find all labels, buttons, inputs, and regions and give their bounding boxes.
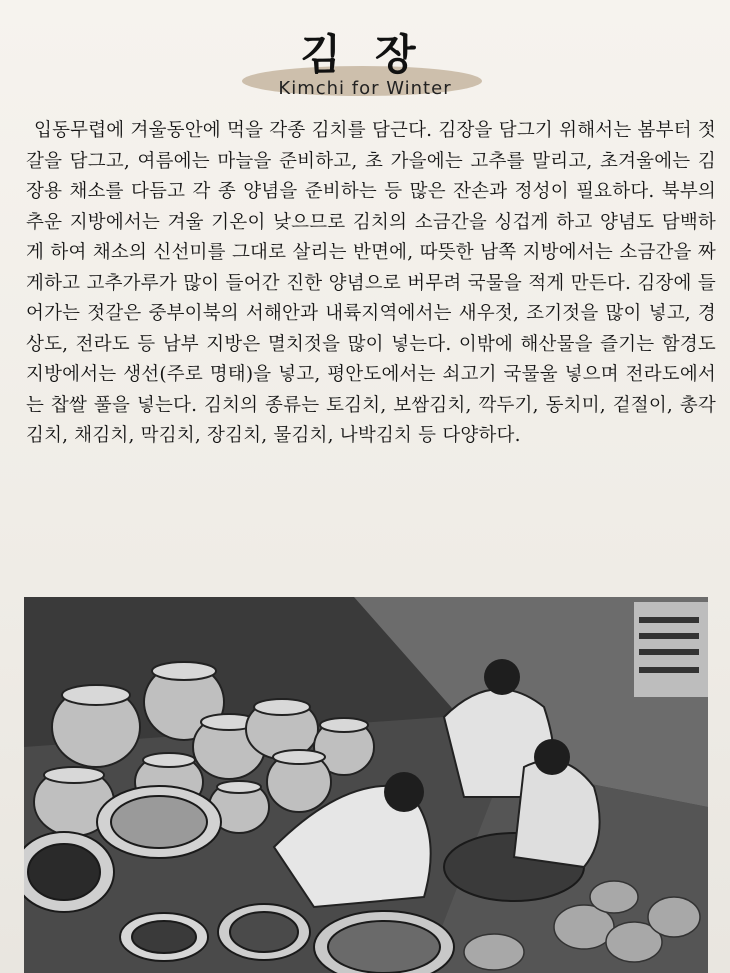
kimchi-making-photo-illustration [24, 597, 708, 973]
title-block [0, 14, 730, 104]
page-subtitle: Kimchi for Winter [278, 78, 452, 99]
page-title: 김장 [300, 30, 450, 79]
description-paragraph: 입동무렵에 겨울동안에 먹을 각종 김치를 담근다. 김장을 담그기 위해서는 봄부터 젓갈을 담그고, 여름에는 마늘을 준비하고, 초 가을에는 고추를 말리고, 초겨울에는 김장용 채소를 다듬고 각 종 양념을 준비하는 등 많은 잔손과 정성이 필요하다. 북부의 추운 지방에서는 겨울 기온이 낮으므로 김치의 소금간을 싱겁게 하고 양념도 담백하게 하여 채소의 신선미를 그대로 살리는 반면에, 따뜻한 남쪽 지방에서는 소금간을 짜게하고 고추가루가 많이 들어간 진한 양념으로 버무려 국물을 적게 만든다. 김장에 들어가는 젓갈은 중부이북의 서해안과 내륙지역에서는 새우젓, 조기젓을 많이 넣고, 경상도, 전라도 등 남부 지방은 멸치젓을 많이 넣는다. 이밖에 해산물을 즐기는 함경도 지방에서는 생선(주로 명태)을 넣고, 평안도에서는 쇠고기 국물울 넣으며 전라도에서는 찹쌀 풀을 넣는다. 김치의 종류는 토김치, 보쌈김치, 깍두기, 동치미, 겉절이, 총각김치, 채김치, 막김치, 장김치, 물김치, 나박김치 등 다양하다. [26, 120, 716, 446]
historical-photo [24, 597, 708, 973]
